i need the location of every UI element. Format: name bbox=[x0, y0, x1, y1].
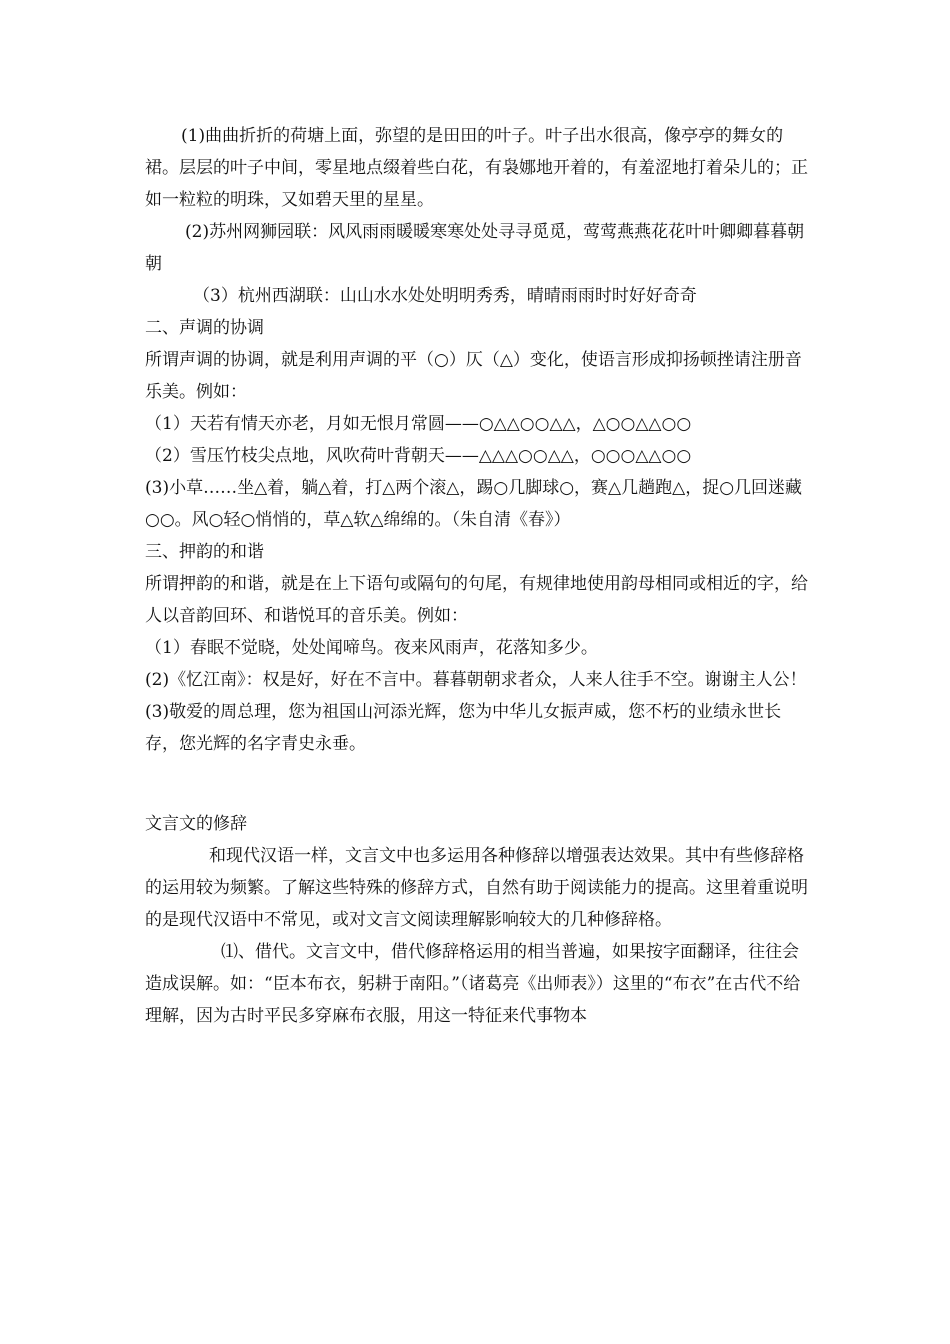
paragraph-tone-example-1: （1）天若有情天亦老，月如无恨月常圆——○△△○○△△，△○○△△○○ bbox=[145, 414, 692, 434]
paragraph-rhyme-example-1: （1）春眠不觉晓，处处闻啼鸟。夜来风雨声，花落知多少。 bbox=[145, 638, 598, 658]
paragraph-tone-example-2: （2）雪压竹枝尖点地，风吹荷叶背朝天——△△△○○△△，○○○△△○○ bbox=[145, 446, 692, 466]
paragraph-rhyme-definition: 所谓押韵的和谐，就是在上下语句或隔句的句尾，有规律地使用韵母相同或相近的字，给人以音韵回环、和谐悦耳的音乐美。例如： bbox=[145, 574, 808, 626]
paragraph-classical-intro: 和现代汉语一样，文言文中也多运用各种修辞以增强表达效果。其中有些修辞格的运用较为频繁。了解这些特殊的修辞方式，自然有助于阅读能力的提高。这里着重说明的是现代汉语中不常见，或对文言文阅读理解影响较大的几种修辞格。 bbox=[145, 846, 808, 930]
section-spacer bbox=[145, 760, 809, 808]
section-heading-rhyme: 三、押韵的和谐 bbox=[145, 542, 264, 562]
paragraph-tone-example-3: (3)小草……坐△着，躺△着，打△两个滚△，踢○几脚球○，赛△几趟跑△，捉○几回迷藏○○。风○轻○悄悄的，草△软△绵绵的。（朱自清《春》） bbox=[145, 478, 803, 530]
section-heading-classical-rhetoric: 文言文的修辞 bbox=[145, 814, 247, 834]
document-body bbox=[145, 120, 809, 1032]
paragraph-rhyme-example-2: (2)《忆江南》：权是好，好在不言中。暮暮朝朝求者众，人来人往手不空。谢谢主人公！ bbox=[145, 670, 807, 690]
paragraph-tone-definition: 所谓声调的协调，就是利用声调的平（○）仄（△）变化，使语言形成抑扬顿挫请注册音乐美。例如： bbox=[145, 350, 802, 402]
paragraph-suzhou-couplet: (2)苏州网狮园联：风风雨雨暖暖寒寒处处寻寻觅觅，莺莺燕燕花花叶叶卿卿暮暮朝朝 bbox=[145, 222, 805, 274]
paragraph-lotus-pond: (1)曲曲折折的荷塘上面，弥望的是田田的叶子。叶子出水很高，像亭亭的舞女的裙。层层的叶子中间，零星地点缀着些白花，有袅娜地开着的，有羞涩地打着朵儿的；正如一粒粒的明珠，又如碧天里的星星。 bbox=[145, 126, 808, 210]
paragraph-hangzhou-couplet: （3）杭州西湖联：山山水水处处明明秀秀，晴晴雨雨时时好好奇奇 bbox=[193, 286, 697, 306]
section-heading-tone: 二、声调的协调 bbox=[145, 318, 264, 338]
paragraph-metonymy: ⑴、借代。文言文中，借代修辞格运用的相当普遍，如果按字面翻译，往往会造成误解。如：“臣本布衣，躬耕于南阳。”（诸葛亮《出师表》）这里的“布衣”在古代不给理解，因为古时平民多穿麻布衣服，用这一特征来代事物本 bbox=[145, 942, 801, 1026]
paragraph-rhyme-example-3: (3)敬爱的周总理，您为祖国山河添光辉，您为中华儿女振声威，您不朽的业绩永世长存，您光辉的名字青史永垂。 bbox=[145, 702, 782, 754]
